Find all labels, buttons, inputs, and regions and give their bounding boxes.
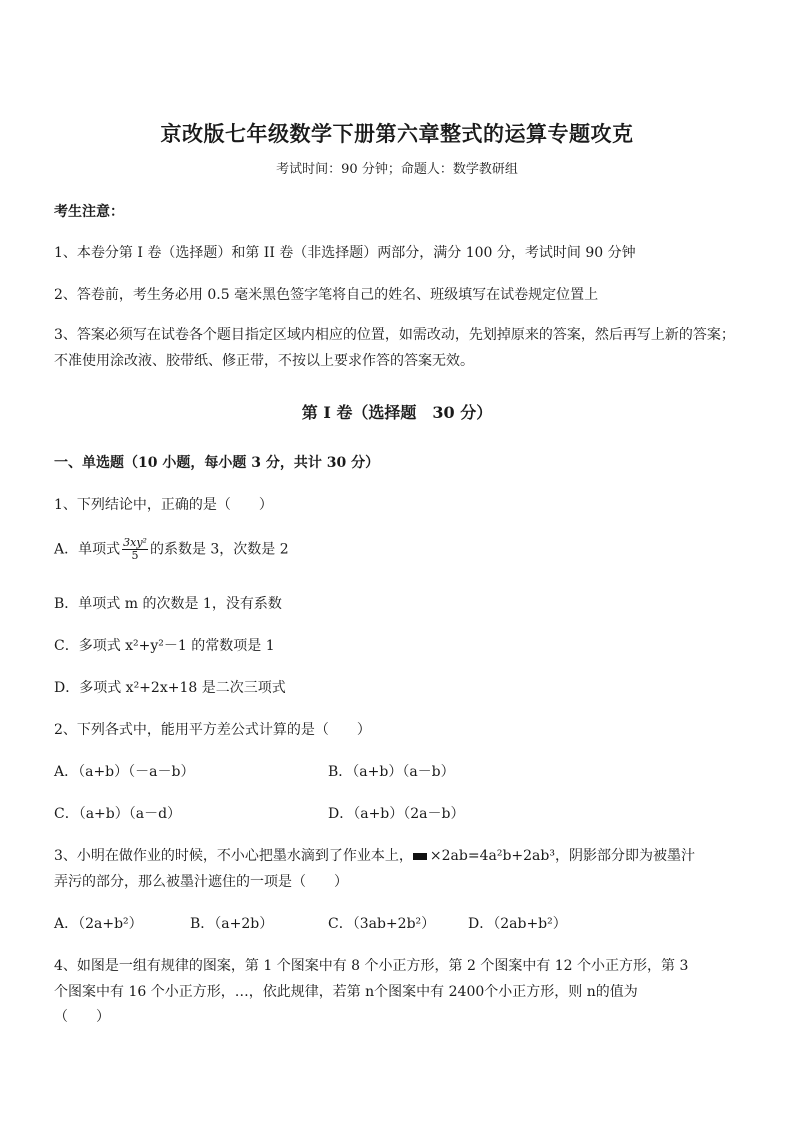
notice-item-3: 3、答案必须写在试卷各个题目指定区域内相应的位置，如需改动，先划掉原来的答案，然后再写上新的答案；不准使用涂改液、胶带纸、修正带，不按以上要求作答的答案无效。 <box>54 327 735 369</box>
section-title: 第 I 卷（选择题 30 分） <box>301 403 493 422</box>
option-a-suffix: 的系数是 3，次数是 2 <box>149 541 289 558</box>
notice-heading: 考生注意： <box>54 204 124 220</box>
part-heading: 一、单选题（10 小题，每小题 3 分，共计 30 分） <box>54 455 380 471</box>
fraction-denominator: 5 <box>131 549 139 562</box>
question-2-stem: 2、下列各式中，能用平方差公式计算的是（ ） <box>54 722 371 738</box>
question-2-option-c: C．（a+b）（a－d） <box>54 806 182 822</box>
question-4-line-1: 4、如图是一组有规律的图案，第 1 个图案中有 8 个小正方形，第 2 个图案中有 12 个小正方形，第 3 <box>54 958 689 974</box>
question-3-option-d: D．（2ab+b²） <box>468 916 567 932</box>
question-1-option-d: D．多项式 x²+2x+18 是二次三项式 <box>54 680 286 696</box>
question-1-option-b: B．单项式 m 的次数是 1，没有系数 <box>54 596 282 612</box>
question-2-option-d: D．（a+b）（2a－b） <box>328 806 465 822</box>
exam-info: 考试时间：90 分钟；命题人：数学教研组 <box>276 162 518 177</box>
question-3-stem-line2: 弄污的部分，那么被墨汁遮住的一项是（ ） <box>54 874 348 890</box>
question-1-stem: 1、下列结论中，正确的是（ ） <box>54 497 273 513</box>
notice-item-2: 2、答卷前，考生务必用 0.5 毫米黑色签字笔将自己的姓名、班级填写在试卷规定位置上 <box>54 287 599 303</box>
notice-item-1: 1、本卷分第 I 卷（选择题）和第 II 卷（非选择题）两部分，满分 100 分，考试时间 90 分钟 <box>54 245 636 261</box>
ink-blot-shape <box>413 853 427 860</box>
fraction <box>122 537 148 562</box>
question-3-option-a: A．（2a+b²） <box>54 916 143 932</box>
fraction-numerator: 3xy² <box>123 536 147 549</box>
question-4-line-3: （ ） <box>54 1009 110 1025</box>
question-4-line-2: 个图案中有 16 个小正方形，…，依此规律，若第 n个图案中有 2400个小正方形，则 n的值为 <box>54 984 638 1000</box>
question-3-stem-prefix: 3、小明在做作业的时候，不小心把墨水滴到了作业本上， <box>54 848 413 864</box>
option-a-prefix: A．单项式 <box>54 541 121 558</box>
question-2-option-b: B．（a+b）（a－b） <box>328 764 455 780</box>
question-3-option-b: B．（a+2b） <box>190 916 274 932</box>
question-3-option-c: C．（3ab+2b²） <box>328 916 436 932</box>
question-2-option-a: A．（a+b）（－a－b） <box>54 764 195 780</box>
question-3-equation: ×2ab=4a²b+2ab³，阴影部分即为被墨汁 <box>429 848 695 864</box>
question-3-stem <box>54 845 695 865</box>
question-1-option-a <box>54 537 289 562</box>
question-1-option-c: C．多项式 x²+y²－1 的常数项是 1 <box>54 638 275 654</box>
page-title: 京改版七年级数学下册第六章整式的运算专题攻克 <box>160 121 634 146</box>
